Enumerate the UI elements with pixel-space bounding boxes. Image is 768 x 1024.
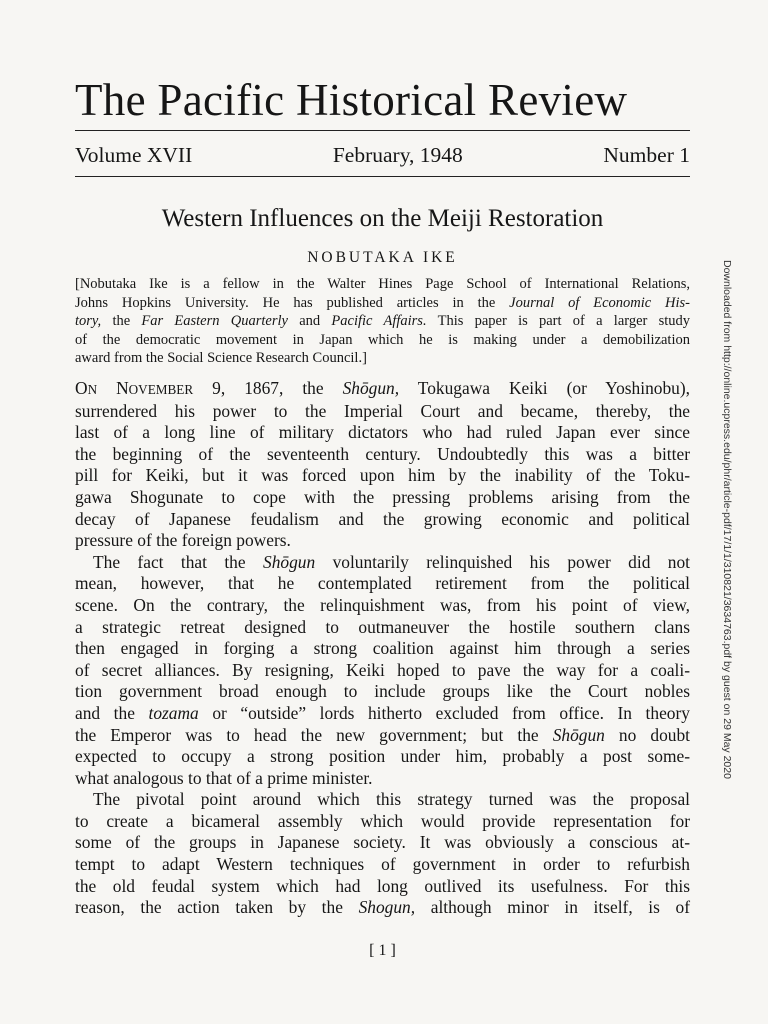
article-title: Western Influences on the Meiji Restoration — [161, 205, 604, 232]
body-text: Tokugawa Keiki (or Yoshinobu), — [399, 378, 690, 398]
page-folio: [ 1 ] — [369, 942, 396, 959]
bio-line: [Nobutaka Ike is a fellow in the Walter Hines Page School of International Relations, — [75, 276, 690, 292]
body-line: last of a long line of military dictators who had ruled Japan ever since — [75, 422, 690, 443]
issue-date: February, 1948 — [332, 143, 463, 167]
body-line: some of the groups in Japanese society. It was obviously a conscious at- — [75, 832, 690, 853]
body-text: and the — [75, 702, 149, 723]
journal-title: The Pacific Historical Review — [75, 75, 628, 125]
body-line: to create a bicameral assembly which would provide representation for — [75, 810, 690, 831]
bio-text: Johns Hopkins University. He has published articles in the — [75, 294, 510, 311]
body-line: scene. On the contrary, the relinquishment was, from his point of view, — [75, 594, 690, 615]
body-text: reason, the action taken by the — [75, 897, 359, 918]
body-line: then engaged in forging a strong coalition against him through a series — [75, 638, 690, 659]
body-line: decay of Japanese feudalism and the growing economic and political — [75, 508, 690, 529]
body-line: the old feudal system which had long outlived its usefulness. For this — [75, 875, 690, 896]
body-line: mean, however, that he contemplated retirement from the political — [75, 573, 690, 594]
body-line — [75, 703, 690, 725]
body-line: pressure of the foreign powers. — [75, 530, 291, 551]
author-bio — [75, 275, 690, 368]
journal-citation: Far Eastern Quarterly — [141, 313, 288, 329]
body-text: voluntarily relinquished his power did not — [315, 551, 691, 572]
article-author: NOBUTAKA IKE — [307, 249, 458, 266]
body-line: what analogous to that of a prime minister. — [75, 767, 373, 788]
issue-number: Number 1 — [603, 143, 690, 167]
body-line: surrendered his power to the Imperial Court and became, thereby, the — [75, 400, 690, 421]
body-line: of secret alliances. By resigning, Keiki hoped to pave the way for a coali- — [75, 659, 690, 680]
body-line — [75, 378, 690, 401]
body-line — [75, 897, 690, 919]
bio-line: of the democratic movement in Japan which he is making under a demobilization — [75, 331, 690, 348]
small-caps-initial: O — [75, 378, 88, 398]
body-line: gawa Shogunate to cope with the pressing problems arising from the — [75, 486, 690, 507]
body-text: 9, 1867, the — [193, 378, 343, 398]
bio-line — [75, 294, 690, 313]
bio-line — [75, 312, 690, 331]
bio-text: This paper is part of a larger study — [426, 313, 691, 329]
italic-term: Shōgun — [263, 551, 316, 572]
bio-text: the — [101, 313, 142, 329]
body-text: no doubt — [604, 724, 690, 745]
bio-text: and — [287, 313, 332, 329]
body-line: expected to occupy a strong position under him, probably a post some- — [75, 746, 690, 767]
download-watermark: Downloaded from http://online.ucpress.edu/phr/article-pdf/17/1/1/310821/3634763.pdf by guest on 29 May 2020 — [721, 260, 733, 779]
article-body — [75, 378, 690, 919]
small-caps-text: N — [87, 382, 98, 397]
journal-citation: Journal of Economic His- — [509, 294, 691, 311]
body-text: although minor in itself, is of — [415, 897, 691, 918]
italic-term: Shōgun, — [342, 378, 400, 398]
italic-term: tozama — [148, 702, 199, 723]
body-line: tempt to adapt Western techniques of government in order to refurbish — [75, 854, 690, 875]
body-line: pill for Keiki, but it was forced upon him by the inability of the Toku- — [75, 465, 690, 486]
body-line: a strategic retreat designed to outmaneuver the hostile southern clans — [75, 616, 690, 637]
italic-term: Shogun, — [358, 897, 416, 918]
body-line — [75, 552, 690, 574]
body-line: The pivotal point around which this strategy turned was the proposal — [93, 789, 690, 810]
bio-line: award from the Social Science Research Council.] — [75, 350, 367, 366]
body-text: The fact that the — [93, 551, 263, 572]
body-line: tion government broad enough to include groups like the Court nobles — [75, 681, 690, 702]
journal-citation: tory, — [75, 313, 102, 329]
italic-term: Shōgun — [552, 724, 605, 745]
volume-label: Volume XVII — [75, 143, 193, 167]
body-line — [75, 725, 690, 747]
small-caps-initial: N — [97, 378, 129, 398]
body-line: the beginning of the seventeenth century. Undoubtedly this was a bitter — [75, 443, 690, 464]
body-text: or “outside” lords hitherto excluded from office. In theory — [198, 702, 690, 723]
journal-citation: Pacific Affairs. — [331, 313, 427, 329]
issue-line — [75, 140, 690, 170]
header-rule-top — [75, 130, 690, 131]
header-rule-bottom — [75, 176, 690, 177]
small-caps-text: OVEMBER — [128, 382, 194, 397]
body-text: the Emperor was to head the new government; but the — [75, 724, 553, 745]
